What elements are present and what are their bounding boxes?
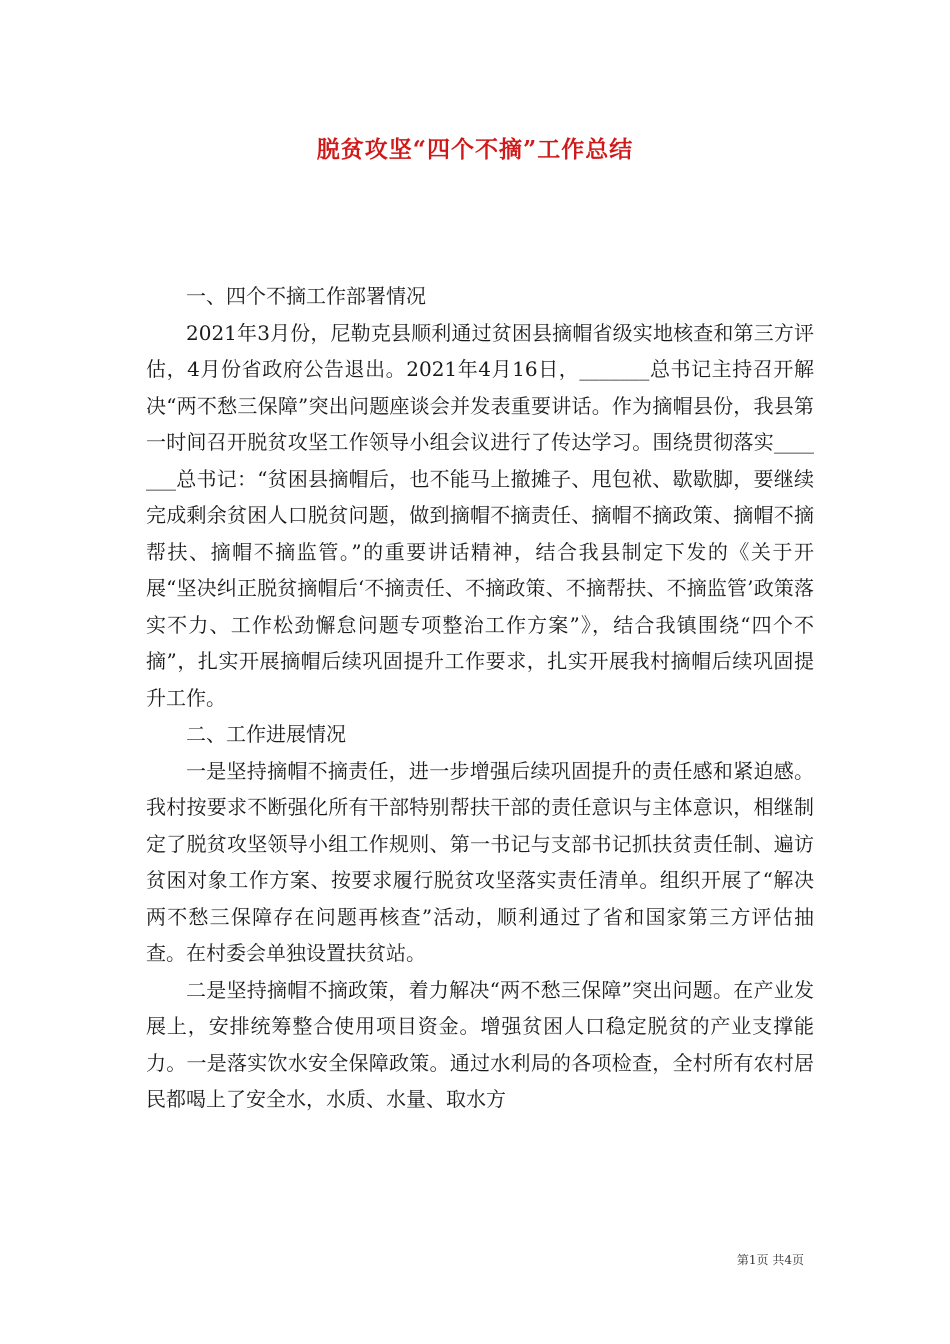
document-title: 脱贫攻坚“四个不摘”工作总结 (316, 136, 634, 163)
paragraph-3: 二是坚持摘帽不摘政策，着力解决“两不愁三保障”突出问题。在产业发展上，安排统筹整合使用项目资金。增强贫困人口稳定脱贫的产业支撑能力。一是落实饮水安全保障政策。通过水利局的各项检查，全村所有农村居民都喝上了安全水，水质、水量、取水方 (146, 977, 814, 1111)
section-heading-1: 一、四个不摘工作部署情况 (186, 284, 426, 308)
paragraph-2: 一是坚持摘帽不摘责任，进一步增强后续巩固提升的责任感和紧迫感。我村按要求不断强化所有干部特别帮扶干部的责任意识与主体意识，相继制定了脱贫攻坚领导小组工作规则、第一书记与支部书记抓扶贫责任制、遍访贫困对象工作方案、按要求履行脱贫攻坚落实责任清单。组织开展了“解决两不愁三保障存在问题再核查”活动，顺利通过了省和国家第三方评估抽查。在村委会单独设置扶贫站。 (146, 758, 814, 965)
paragraph-1: 2021年3月份，尼勒克县顺利通过贫困县摘帽省级实地核查和第三方评估，4月份省政府公告退出。2021年4月16日，_______总书记主持召开解决“两不愁三保障”突出问题座谈会并发表重要讲话。作为摘帽县份，我县第一时间召开脱贫攻坚工作领导小组会议进行了传达学习。围绕贯彻落实_______总书记：“贫困县摘帽后，也不能马上撤摊子、甩包袱、歇歇脚，要继续完成剩余贫困人口脱贫问题，做到摘帽不摘责任、摘帽不摘政策、摘帽不摘帮扶、摘帽不摘监管。”的重要讲话精神，结合我县制定下发的《关于开展“坚决纠正脱贫摘帽后‘不摘责任、不摘政策、不摘帮扶、不摘监管’政策落实不力、工作松劲懈怠问题专项整治工作方案”》，结合我镇围绕“四个不摘”，扎实开展摘帽后续巩固提升工作要求，扎实开展我村摘帽后续巩固提升工作。 (146, 320, 814, 710)
section-heading-2: 二、工作进展情况 (186, 722, 346, 746)
document-body (146, 278, 814, 1118)
page-number-footer: 第1页 共4页 (736, 1253, 804, 1267)
